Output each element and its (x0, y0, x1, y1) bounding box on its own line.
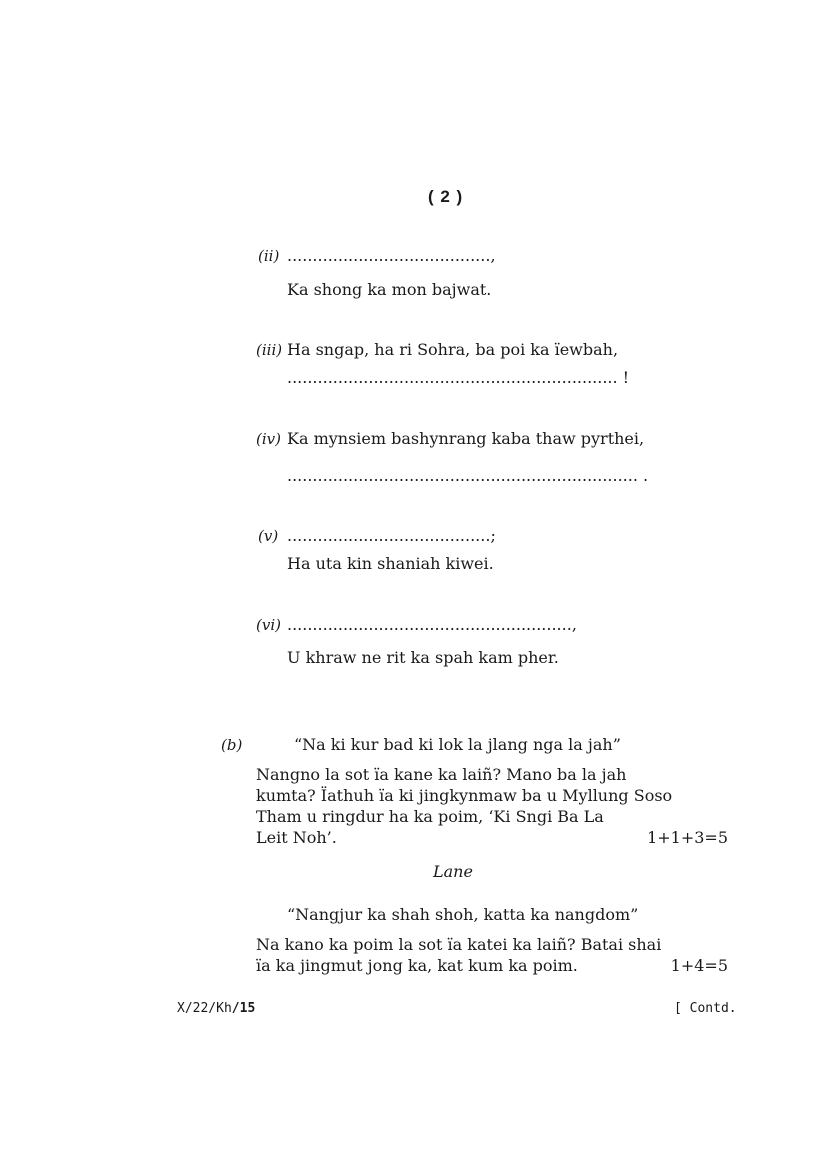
item-iii-text: Ha sngap, ha ri Sohra, ba poi ka ïewbah, (287, 340, 619, 359)
item-ii-text: Ka shong ka mon bajwat. (287, 280, 492, 299)
item-vi-blank-line: ........................................................, (287, 615, 577, 634)
item-iv-blank-line: ..................................................................... . (287, 466, 649, 485)
paper-code-prefix: X/22/Kh (177, 1001, 232, 1016)
item-iii-blank-line: ................................................................. ! (287, 368, 630, 387)
item-ii-blank-line: ........................................, (287, 246, 496, 265)
marks: 1+1+3=5 (647, 828, 728, 847)
item-iv-text: Ka mynsiem bashynrang kaba thaw pyrthei, (287, 429, 645, 448)
page-number: ( 2 ) (428, 187, 464, 206)
paper-code-suffix: /15 (231, 1001, 256, 1016)
item-number-vi: (vi) (256, 616, 281, 634)
section-b-quote-alt: “Nangjur ka shah shoh, katta ka nangdom” (287, 905, 639, 924)
question-line: kumta? Ïathuh ïa ki jingkynmaw ba u Myllung Soso (256, 786, 673, 805)
paper-code (177, 1001, 255, 1016)
section-b-label: (b) (221, 736, 243, 754)
item-vi-text: U khraw ne rit ka spah kam pher. (287, 648, 559, 667)
question-line: Nangno la sot ïa kane ka laiñ? Mano ba la jah (256, 765, 627, 784)
section-b-question (256, 764, 728, 848)
item-number-v: (v) (258, 527, 279, 545)
item-number-iv: (iv) (256, 430, 281, 448)
item-v-text: Ha uta kin shaniah kiwei. (287, 554, 494, 573)
continued-label: [ Contd. (674, 1001, 737, 1016)
item-number-ii: (ii) (258, 247, 280, 265)
item-v-blank-line: ........................................; (287, 526, 496, 545)
section-b-question-alt (256, 934, 728, 976)
or-label: Lane (433, 862, 473, 881)
question-line: ïa ka jingmut jong ka, kat kum ka poim. 1+4=5 (256, 956, 728, 975)
item-number-iii: (iii) (256, 341, 283, 359)
question-line: Na kano ka poim la sot ïa katei ka laiñ? Batai shai (256, 935, 662, 954)
marks: 1+4=5 (670, 956, 728, 975)
question-line: Tham u ringdur ha ka poim, ‘Ki Sngi Ba La (256, 807, 604, 826)
section-b-quote: “Na ki kur bad ki lok la jlang nga la jah” (294, 735, 621, 754)
question-line: Leit Noh’. 1+1+3=5 (256, 828, 728, 847)
